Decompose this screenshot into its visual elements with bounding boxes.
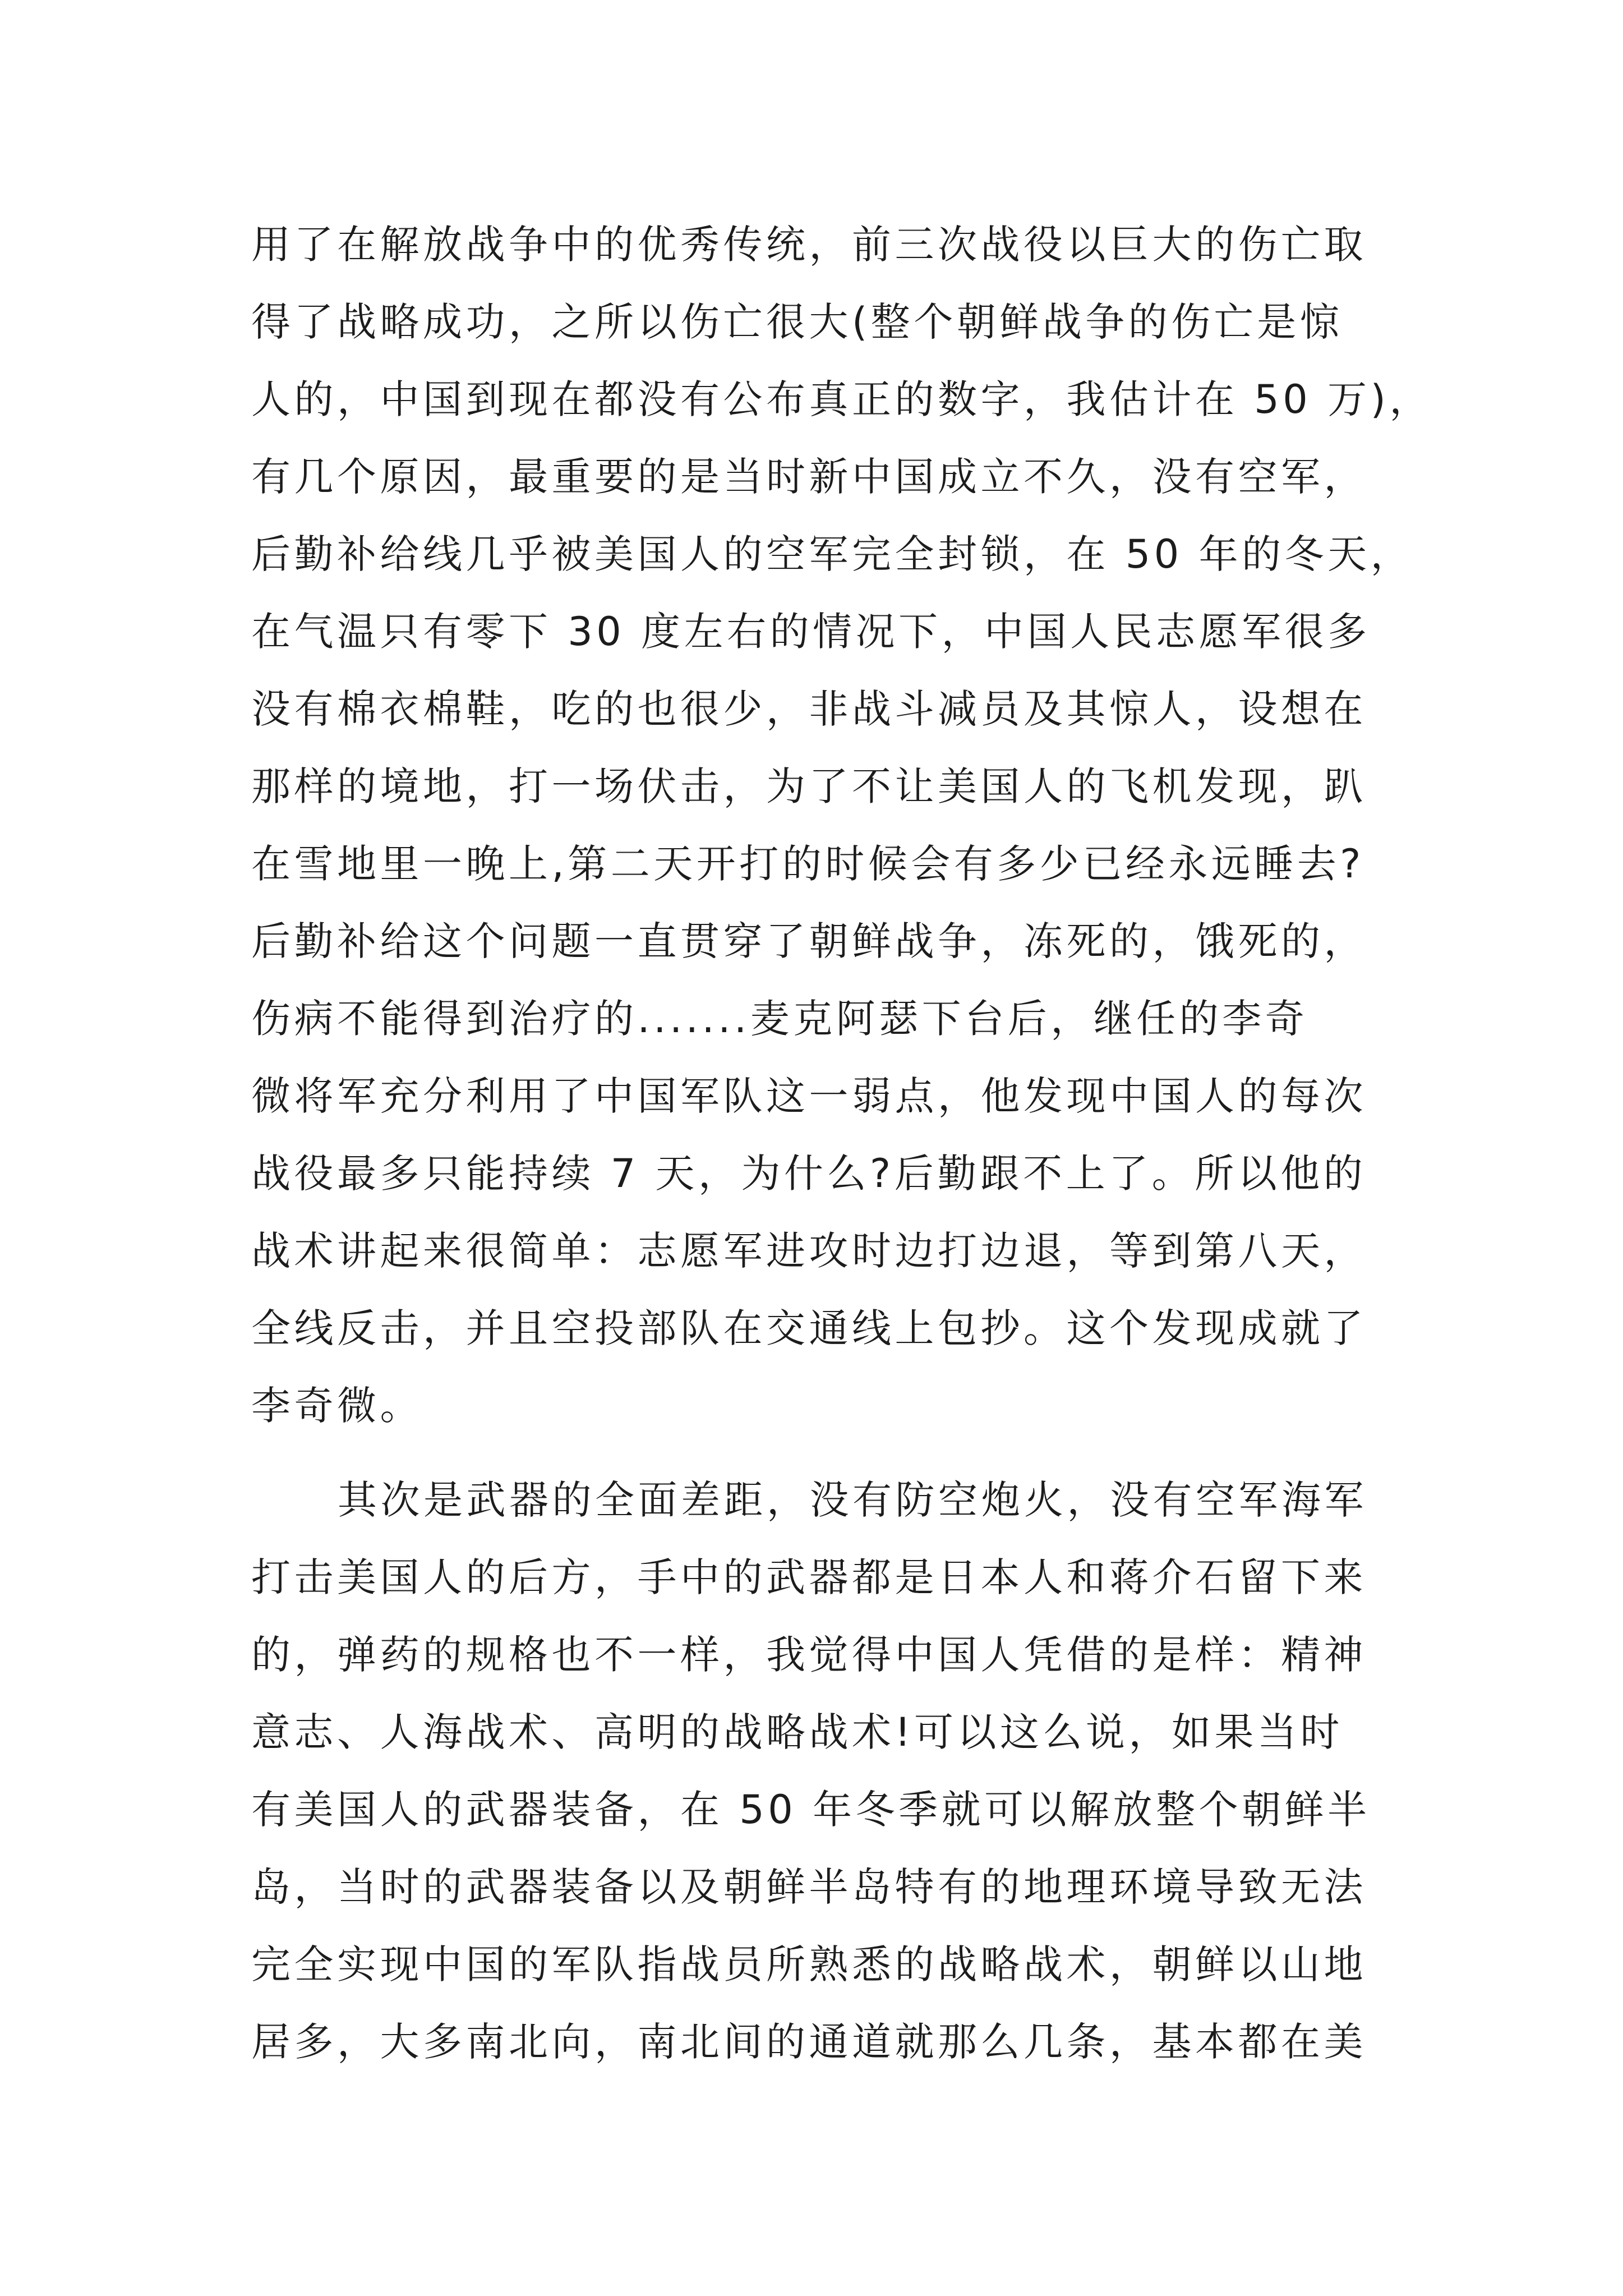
text-line: 那样的境地，打一场伏击，为了不让美国人的飞机发现，趴 <box>251 763 1367 809</box>
paragraph-first-line: 其次是武器的全面差距，没有防空炮火，没有空军海军 <box>338 1477 1367 1523</box>
text-line: 战术讲起来很简单：志愿军进攻时边打边退，等到第八天， <box>251 1228 1367 1274</box>
text-line: 后勤补给线几乎被美国人的空军完全封锁，在 50 年的冬天， <box>251 531 1414 577</box>
text-line: 在雪地里一晚上,第二天开打的时候会有多少已经永远睡去? <box>251 841 1364 887</box>
text-line: 人的，中国到现在都没有公布真正的数字，我估计在 50 万)， <box>251 376 1432 422</box>
text-line: 得了战略成功，之所以伤亡很大(整个朝鲜战争的伤亡是惊 <box>251 299 1343 345</box>
text-line: 岛，当时的武器装备以及朝鲜半岛特有的地理环境导致无法 <box>251 1864 1367 1910</box>
text-line: 打击美国人的后方，手中的武器都是日本人和蒋介石留下来 <box>251 1554 1367 1600</box>
text-line: 全线反击，并且空投部队在交通线上包抄。这个发现成就了 <box>251 1305 1367 1351</box>
text-line: 战役最多只能持续 7 天，为什么?后勤跟不上了。所以他的 <box>251 1151 1367 1197</box>
text-line: 伤病不能得到治疗的.......麦克阿瑟下台后，继任的李奇 <box>251 996 1308 1042</box>
text-line: 完全实现中国的军队指战员所熟悉的战略战术，朝鲜以山地 <box>251 1941 1367 1987</box>
text-line: 在气温只有零下 30 度左右的情况下，中国人民志愿军很多 <box>251 609 1371 655</box>
text-line: 的，弹药的规格也不一样，我觉得中国人凭借的是样：精神 <box>251 1632 1367 1678</box>
text-line: 后勤补给这个问题一直贯穿了朝鲜战争，冻死的，饿死的， <box>251 918 1367 964</box>
text-line: 用了在解放战争中的优秀传统，前三次战役以巨大的伤亡取 <box>251 222 1367 268</box>
text-line: 微将军充分利用了中国军队这一弱点，他发现中国人的每次 <box>251 1073 1367 1119</box>
text-line: 居多，大多南北向，南北间的通道就那么几条，基本都在美 <box>251 2019 1367 2065</box>
text-line: 李奇微。 <box>251 1383 423 1429</box>
text-line: 没有棉衣棉鞋，吃的也很少，非战斗减员及其惊人，设想在 <box>251 686 1367 732</box>
text-line: 意志、人海战术、高明的战略战术!可以这么说，如果当时 <box>251 1709 1344 1755</box>
text-line: 有几个原因，最重要的是当时新中国成立不久，没有空军， <box>251 454 1367 500</box>
text-line: 有美国人的武器装备，在 50 年冬季就可以解放整个朝鲜半 <box>251 1787 1371 1833</box>
